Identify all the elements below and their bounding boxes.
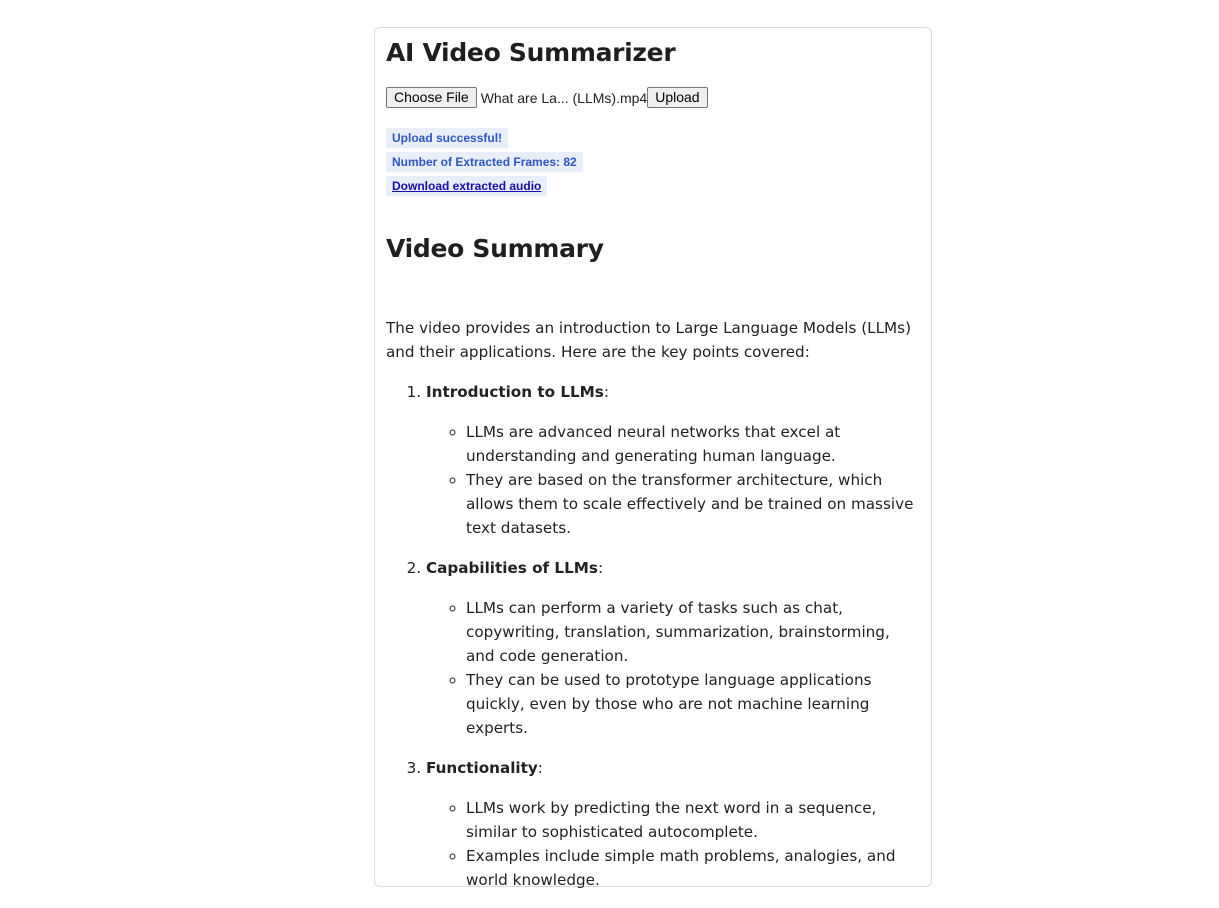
bullet-item: ◦ They are based on the transformer architecture, which allows them to scale effectively and be trained on massive text datasets. [466,468,921,540]
point-heading: Functionality [426,759,538,777]
summary-point: 3. Functionality: ◦ LLMs work by predicting the next word in a sequence, similar to sophisticated autocomplete. ◦ Examples include simple math problems, analogies, and world knowledge. [426,756,921,892]
bullet-item: ◦ LLMs work by predicting the next word in a sequence, similar to sophisticated autocomplete. [466,796,921,844]
choose-file-button[interactable]: Choose File [386,87,477,108]
summary-intro: The video provides an introduction to Large Language Models (LLMs) and their applications. Here are the key points covered: [386,319,911,361]
point-heading: Capabilities of LLMs [426,559,598,577]
upload-form [386,87,708,108]
point-bullets [426,796,921,892]
extracted-frames-badge: Number of Extracted Frames: 82 [386,152,583,172]
bullet-item: ◦ LLMs can perform a variety of tasks such as chat, copywriting, translation, summarization, brainstorming, and code generation. [466,596,921,668]
summary-points [386,380,921,892]
summarizer-card [374,27,932,887]
point-heading: Introduction to LLMs [426,383,604,401]
summary-content [386,316,921,908]
summary-point: 1. Introduction to LLMs: ◦ LLMs are advanced neural networks that excel at understanding and generating human language. ◦ They are based on the transformer architecture, which allows them to scale effectively and be trained on massive text datasets. [426,380,921,540]
upload-success-badge: Upload successful! [386,128,508,148]
bullet-item: ◦ LLMs are advanced neural networks that excel at understanding and generating human language. [466,420,921,468]
point-bullets [426,596,921,740]
point-bullets [426,420,921,540]
summary-title: Video Summary [386,234,604,263]
app-title: AI Video Summarizer [386,38,676,67]
download-audio-badge [386,176,547,196]
bullet-item: ◦ They can be used to prototype language applications quickly, even by those who are not machine learning experts. [466,668,921,740]
status-messages [386,128,583,200]
selected-file-name: What are La... (LLMs).mp4 [480,89,648,106]
upload-button[interactable]: Upload [647,87,707,108]
bullet-item: ◦ Examples include simple math problems, analogies, and world knowledge. [466,844,921,892]
summary-point: 2. Capabilities of LLMs: ◦ LLMs can perform a variety of tasks such as chat, copywriting, translation, summarization, brainstorming, and code generation. ◦ They can be used to prototype language applications quickly, even by those who are not machine learning experts. [426,556,921,740]
download-audio-link[interactable]: Download extracted audio [392,179,542,193]
